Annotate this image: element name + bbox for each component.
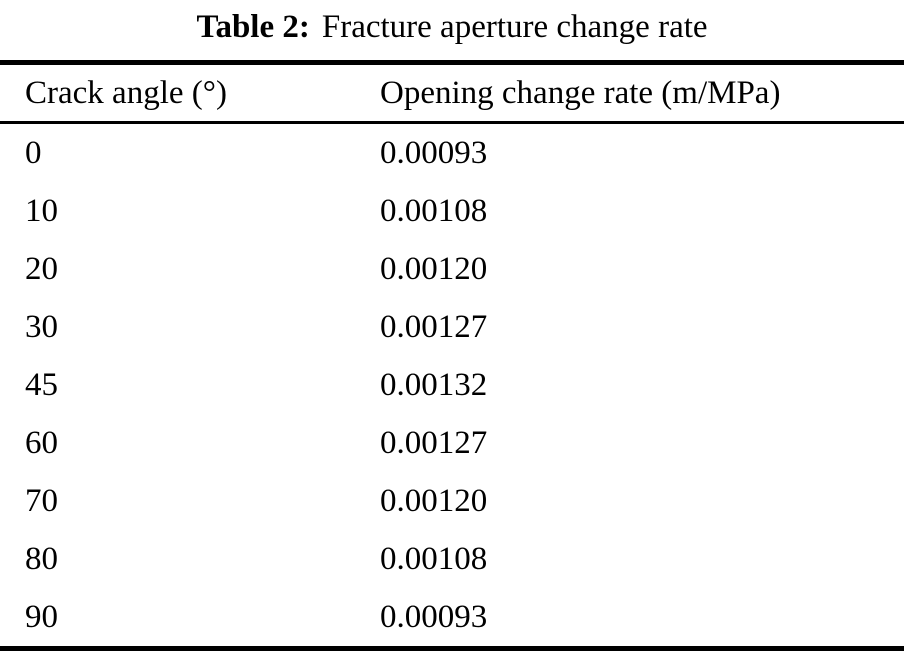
crack-angle-cell: 70 [25,482,58,519]
table-header-row [0,63,904,123]
crack-angle-cell: 0 [25,134,42,171]
table-row [0,356,904,414]
table-row [0,298,904,356]
column-header-crack-angle: Crack angle (°) [0,63,380,123]
opening-rate-cell: 0.00127 [380,308,488,345]
crack-angle-cell: 60 [25,424,58,461]
opening-rate-cell: 0.00132 [380,366,488,403]
crack-angle-cell: 20 [25,250,58,287]
table-caption [0,0,904,60]
opening-rate-cell: 0.00127 [380,424,488,461]
opening-rate-cell: 0.00108 [380,192,488,229]
opening-rate-cell: 0.00108 [380,540,488,577]
opening-rate-cell: 0.00093 [380,598,488,635]
crack-angle-cell: 10 [25,192,58,229]
crack-angle-cell: 45 [25,366,58,403]
crack-angle-cell: 90 [25,598,58,635]
table-row [0,240,904,298]
table-row [0,588,904,649]
table-row [0,123,904,183]
opening-rate-cell: 0.00093 [380,134,488,171]
crack-angle-cell: 30 [25,308,58,345]
column-header-opening-rate: Opening change rate (m/MPa) [380,63,904,123]
opening-rate-cell: 0.00120 [380,250,488,287]
table-row [0,414,904,472]
data-table [0,60,904,651]
opening-rate-cell: 0.00120 [380,482,488,519]
table-row [0,472,904,530]
table-row [0,530,904,588]
table-row [0,182,904,240]
caption-label: Table 2: [196,9,310,45]
caption-text: Fracture aperture change rate [321,9,708,45]
crack-angle-cell: 80 [25,540,58,577]
